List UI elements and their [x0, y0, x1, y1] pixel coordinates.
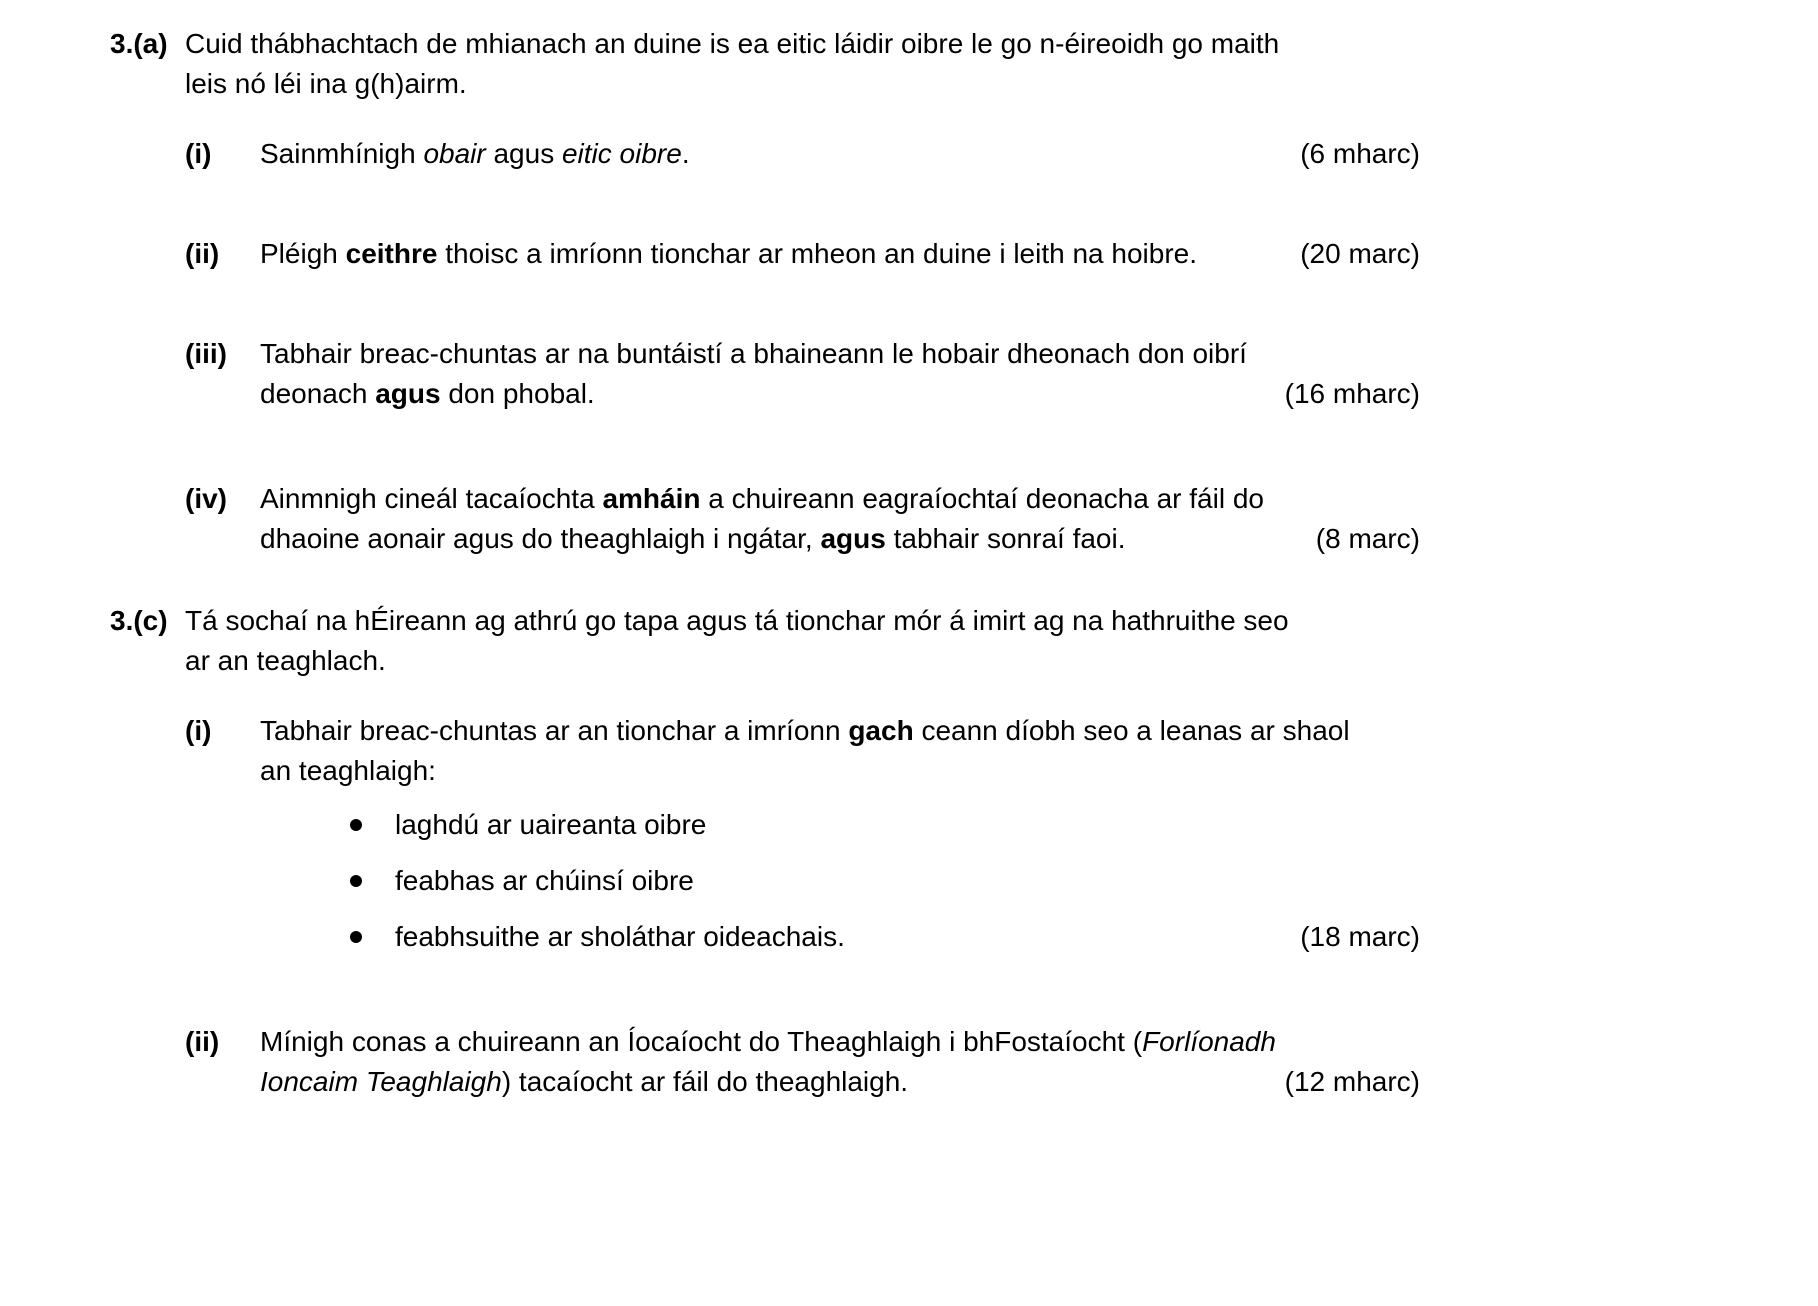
part-3a-i-marks: (6 mharc): [1300, 138, 1420, 169]
bullet-icon: [350, 875, 362, 887]
part-3a-iv-body: [260, 479, 1420, 559]
part-3a-ii-label: (ii): [185, 238, 220, 269]
question-3a-number: 3.(a): [110, 28, 168, 59]
question-3c-header: [110, 601, 1818, 681]
part-3c-i-body: [260, 711, 1420, 957]
part-3a-iv-text: Ainmnigh cineál tacaíochta amháin a chuireann eagraíochtaí deonacha ar fáil do dhaoine aonair agus do theaghlaigh i ngátar, agus tabhair sonraí faoi.: [260, 483, 1264, 554]
part-3a-i-text: Sainmhínigh obair agus eitic oibre.: [260, 138, 690, 169]
part-3a-iii-label: (iii): [185, 338, 227, 369]
part-3a-iv-marks: (8 marc): [1315, 523, 1420, 554]
part-3c-ii-text: Mínigh conas a chuireann an Íocaíocht do Theaghlaigh i bhFostaíocht (Forlíonadh Ioncaim Teaghlaigh) tacaíocht ar fáil do theaghlaigh.: [260, 1026, 1276, 1097]
question-3a-header: [110, 24, 1818, 104]
part-3c-ii-body: [260, 1022, 1420, 1102]
bullet-item: [350, 861, 1420, 901]
part-3a-i: [185, 134, 1420, 174]
part-3a-iv-label: (iv): [185, 483, 227, 514]
part-3a-i-label: (i): [185, 138, 212, 169]
bullet-list: [260, 805, 1420, 957]
bullet-text: laghdú ar uaireanta oibre: [395, 809, 707, 840]
part-3a-iii-marks: (16 mharc): [1284, 378, 1420, 409]
part-3a-iii-text: Tabhair breac-chuntas ar na buntáistí a bhaineann le hobair dheonach don oibrí deonach agus don phobal.: [260, 338, 1247, 409]
question-3c-number: 3.(c): [110, 605, 168, 636]
part-3c-i-text: Tabhair breac-chuntas ar an tionchar a imríonn gach ceann díobh seo a leanas ar shaol an teaghlaigh:: [260, 715, 1350, 786]
bullet-icon: [350, 819, 362, 831]
question-3a: [0, 24, 1818, 559]
question-3c: [0, 601, 1818, 1102]
part-3a-ii-marks: (20 marc): [1300, 238, 1420, 269]
question-3c-intro: Tá sochaí na hÉireann ag athrú go tapa agus tá tionchar mór á imirt ag na hathruithe seo ar an teaghlach.: [185, 605, 1289, 676]
part-3c-ii: [185, 1022, 1420, 1102]
part-3a-ii-body: [260, 234, 1420, 274]
part-3c-ii-marks: (12 mharc): [1284, 1066, 1420, 1097]
part-3c-i-label: (i): [185, 715, 212, 746]
part-3c-ii-label: (ii): [185, 1026, 220, 1057]
bullet-text: feabhsuithe ar sholáthar oideachais.: [395, 921, 845, 952]
part-3a-i-body: [260, 134, 1420, 174]
part-3c-i: [185, 711, 1420, 957]
part-3a-ii-text: Pléigh ceithre thoisc a imríonn tionchar ar mheon an duine i leith na hoibre.: [260, 238, 1198, 269]
part-3a-ii: [185, 234, 1420, 274]
part-3a-iii-body: [260, 334, 1420, 414]
bullet-item: [350, 917, 1420, 957]
part-3a-iii: [185, 334, 1420, 414]
part-3c-i-marks: (18 marc): [1300, 921, 1420, 952]
part-3a-iv: [185, 479, 1420, 559]
question-3a-intro: Cuid thábhachtach de mhianach an duine is ea eitic láidir oibre le go n-éireoidh go maith leis nó léi ina g(h)airm.: [185, 28, 1280, 99]
bullet-item: [350, 805, 1420, 845]
bullet-icon: [350, 931, 362, 943]
bullet-text: feabhas ar chúinsí oibre: [395, 865, 694, 896]
